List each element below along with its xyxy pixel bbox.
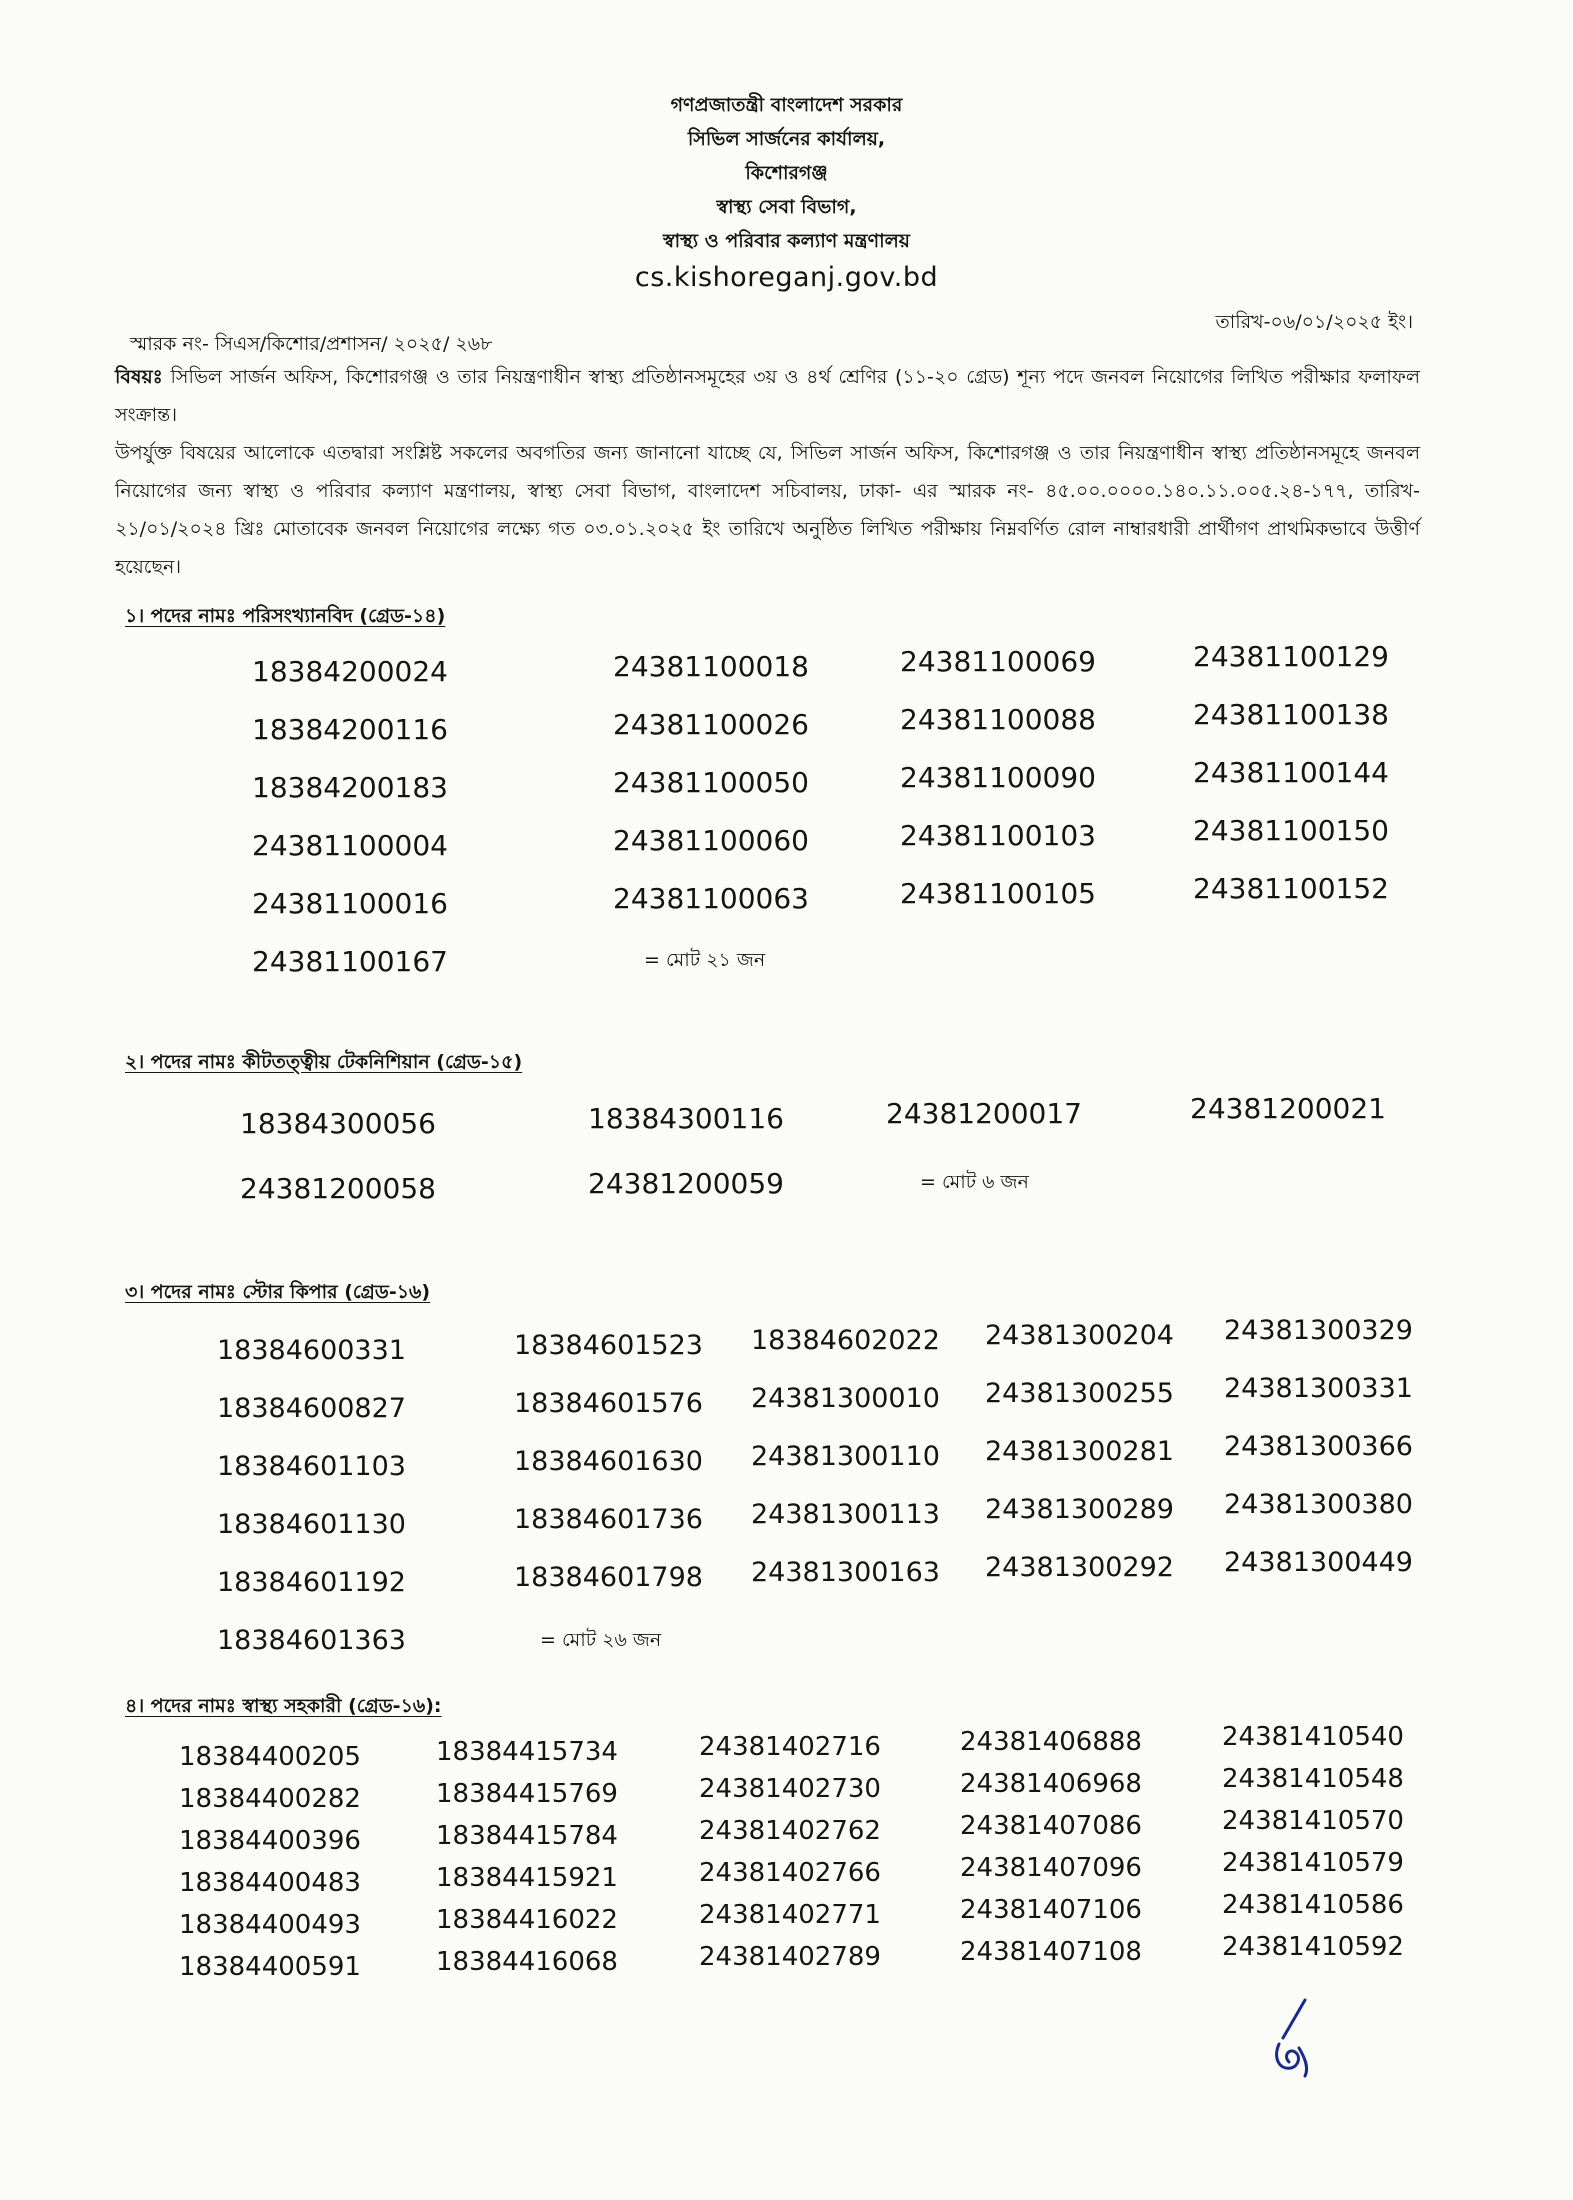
roll-number: 24381100088 <box>900 703 1096 736</box>
roll-number: 24381300449 <box>1224 1547 1413 1578</box>
roll-number: 24381200059 <box>588 1167 784 1200</box>
district-name: কিশোরগঞ্জ <box>745 162 828 184</box>
roll-number: 18384415784 <box>436 1821 618 1851</box>
subject-label: বিষয়ঃ <box>115 366 163 388</box>
roll-number: 24381407106 <box>960 1895 1142 1925</box>
roll-number: 18384200024 <box>252 655 448 688</box>
section-title: ২। পদের নামঃ কীটতত্ত্বীয় টেকনিশিয়ান (গ্রেড-১৫) <box>125 1051 523 1073</box>
roll-number: 24381100150 <box>1193 814 1389 847</box>
roll-number: 18384300116 <box>588 1102 784 1135</box>
roll-number: 18384400591 <box>179 1952 361 1982</box>
roll-number: 18384601630 <box>514 1446 703 1477</box>
roll-number: 18384601103 <box>217 1451 406 1482</box>
roll-number: 18384400493 <box>179 1910 361 1940</box>
roll-number: 24381300110 <box>751 1441 940 1472</box>
roll-number: 18384601798 <box>514 1562 703 1593</box>
roll-number: 24381407086 <box>960 1811 1142 1841</box>
roll-number: 18384601576 <box>514 1388 703 1419</box>
roll-number: 24381300281 <box>985 1436 1174 1467</box>
roll-number: 24381100144 <box>1193 756 1389 789</box>
subject-text: সিভিল সার্জন অফিস, কিশোরগঞ্জ ও তার নিয়ন্ত্রণাধীন স্বাস্থ্য প্রতিষ্ঠানসমূহের ৩য় ও ৪র্থ শ্রেণির (১১-২০ গ্রেড) শূন্য পদে জনবল নিয়োগের লিখিত পরীক্ষার ফলাফল সংক্রান্ত। <box>115 366 1420 426</box>
roll-number: 24381406968 <box>960 1769 1142 1799</box>
roll-number: 24381402771 <box>699 1900 881 1930</box>
roll-number: 24381300366 <box>1224 1431 1413 1462</box>
roll-number: 18384602022 <box>751 1325 940 1356</box>
roll-number: 24381410548 <box>1222 1764 1404 1794</box>
roll-number: 24381100060 <box>613 824 809 857</box>
roll-number: 24381100103 <box>900 819 1096 852</box>
roll-number: 24381402789 <box>699 1942 881 1972</box>
roll-number: 24381300204 <box>985 1320 1174 1351</box>
notice-body <box>115 358 1420 586</box>
section-total: = মোট ২১ জন <box>644 949 766 971</box>
roll-number: 24381410540 <box>1222 1722 1404 1752</box>
roll-number: 24381300113 <box>751 1499 940 1530</box>
memo-number: স্মারক নং- সিএস/কিশোর/প্রশাসন/ ২০২৫/ ২৬৮ <box>130 333 493 355</box>
roll-number: 24381300380 <box>1224 1489 1413 1520</box>
roll-number: 24381100069 <box>900 645 1096 678</box>
office-name: সিভিল সার্জনের কার্যালয়, <box>687 128 886 150</box>
roll-number: 24381100016 <box>252 887 448 920</box>
section-title: ১। পদের নামঃ পরিসংখ্যানবিদ (গ্রেড-১৪) <box>125 605 446 627</box>
ministry-name: স্বাস্থ্য ও পরিবার কল্যাণ মন্ত্রণালয় <box>663 230 910 252</box>
roll-number: 24381100090 <box>900 761 1096 794</box>
roll-number: 24381100026 <box>613 708 809 741</box>
roll-number: 18384400396 <box>179 1826 361 1856</box>
roll-number: 18384416068 <box>436 1947 618 1977</box>
roll-number: 24381402716 <box>699 1732 881 1762</box>
roll-number: 24381300329 <box>1224 1315 1413 1346</box>
roll-number: 18384400205 <box>179 1742 361 1772</box>
roll-number: 18384600331 <box>217 1335 406 1366</box>
roll-number: 18384300056 <box>240 1107 436 1140</box>
roll-number: 24381407096 <box>960 1853 1142 1883</box>
roll-number: 24381100063 <box>613 882 809 915</box>
issue-date: তারিখ-০৬/০১/২০২৫ ইং। <box>1215 311 1413 333</box>
roll-number: 18384400282 <box>179 1784 361 1814</box>
roll-number: 24381300163 <box>751 1557 940 1588</box>
roll-number: 24381406888 <box>960 1727 1142 1757</box>
roll-number: 24381100152 <box>1193 872 1389 905</box>
roll-number: 24381100138 <box>1193 698 1389 731</box>
roll-number: 24381407108 <box>960 1937 1142 1967</box>
roll-number: 24381410592 <box>1222 1932 1404 1962</box>
roll-number: 24381200021 <box>1190 1092 1386 1125</box>
roll-number: 24381402730 <box>699 1774 881 1804</box>
roll-number: 18384416022 <box>436 1905 618 1935</box>
roll-number: 24381300255 <box>985 1378 1174 1409</box>
roll-number: 24381402762 <box>699 1816 881 1846</box>
website: cs.kishoreganj.gov.bd <box>634 262 939 293</box>
section-total: = মোট ৬ জন <box>920 1171 1029 1193</box>
roll-number: 24381200017 <box>886 1097 1082 1130</box>
roll-number: 24381100129 <box>1193 640 1389 673</box>
signature-mark <box>1265 1998 1335 2078</box>
roll-number: 24381200058 <box>240 1172 436 1205</box>
roll-number: 18384200183 <box>252 771 448 804</box>
roll-number: 18384400483 <box>179 1868 361 1898</box>
roll-number: 18384415921 <box>436 1863 618 1893</box>
roll-number: 24381410586 <box>1222 1890 1404 1920</box>
division-name: স্বাস্থ্য সেবা বিভাগ, <box>716 196 857 218</box>
roll-number: 18384601363 <box>217 1625 406 1656</box>
roll-number: 24381410579 <box>1222 1848 1404 1878</box>
roll-number: 18384601130 <box>217 1509 406 1540</box>
subject <box>115 358 1420 434</box>
roll-number: 24381100018 <box>613 650 809 683</box>
letterhead <box>0 88 1573 298</box>
roll-number: 24381100050 <box>613 766 809 799</box>
section-title: ৪। পদের নামঃ স্বাস্থ্য সহকারী (গ্রেড-১৬): <box>125 1695 442 1717</box>
roll-number: 18384415734 <box>436 1737 618 1767</box>
roll-number: 24381100004 <box>252 829 448 862</box>
roll-number: 24381300289 <box>985 1494 1174 1525</box>
section-title: ৩। পদের নামঃ স্টোর কিপার (গ্রেড-১৬) <box>125 1281 431 1303</box>
roll-number: 24381300010 <box>751 1383 940 1414</box>
roll-number: 24381410570 <box>1222 1806 1404 1836</box>
roll-number: 18384600827 <box>217 1393 406 1424</box>
body-paragraph: উপর্যুক্ত বিষয়ের আলোকে এতদ্বারা সংশ্লিষ্ট সকলের অবগতির জন্য জানানো যাচ্ছে যে, সিভিল সার্জন অফিস, কিশোরগঞ্জ ও তার নিয়ন্ত্রণাধীন স্বাস্থ্য প্রতিষ্ঠানসমূহে জনবল নিয়োগের জন্য স্বাস্থ্য ও পরিবার কল্যাণ মন্ত্রণালয়, স্বাস্থ্য সেবা বিভাগ, বাংলাদেশ সচিবালয়, ঢাকা- এর স্মারক নং- ৪৫.০০.০০০০.১৪০.১১.০০৫.২৪-১৭৭, তারিখ- ২১/০১/২০২৪ খ্রিঃ মোতাবেক জনবল নিয়োগের লক্ষ্যে গত ০৩.০১.২০২৫ ইং তারিখে অনুষ্ঠিত লিখিত পরীক্ষায় নিম্নবর্ণিত রোল নাম্বারধারী প্রার্থীগণ প্রাথমিকভাবে উত্তীর্ণ হয়েছেন। <box>115 442 1420 578</box>
roll-number: 24381402766 <box>699 1858 881 1888</box>
roll-number: 24381100105 <box>900 877 1096 910</box>
roll-number: 18384601736 <box>514 1504 703 1535</box>
section-total: = মোট ২৬ জন <box>540 1629 662 1651</box>
roll-number: 18384200116 <box>252 713 448 746</box>
roll-number: 24381300292 <box>985 1552 1174 1583</box>
roll-number: 18384415769 <box>436 1779 618 1809</box>
roll-number: 24381100167 <box>252 945 448 978</box>
roll-number: 18384601192 <box>217 1567 406 1598</box>
government-name: গণপ্রজাতন্ত্রী বাংলাদেশ সরকার <box>670 94 903 116</box>
roll-number: 18384601523 <box>514 1330 703 1361</box>
roll-number: 24381300331 <box>1224 1373 1413 1404</box>
